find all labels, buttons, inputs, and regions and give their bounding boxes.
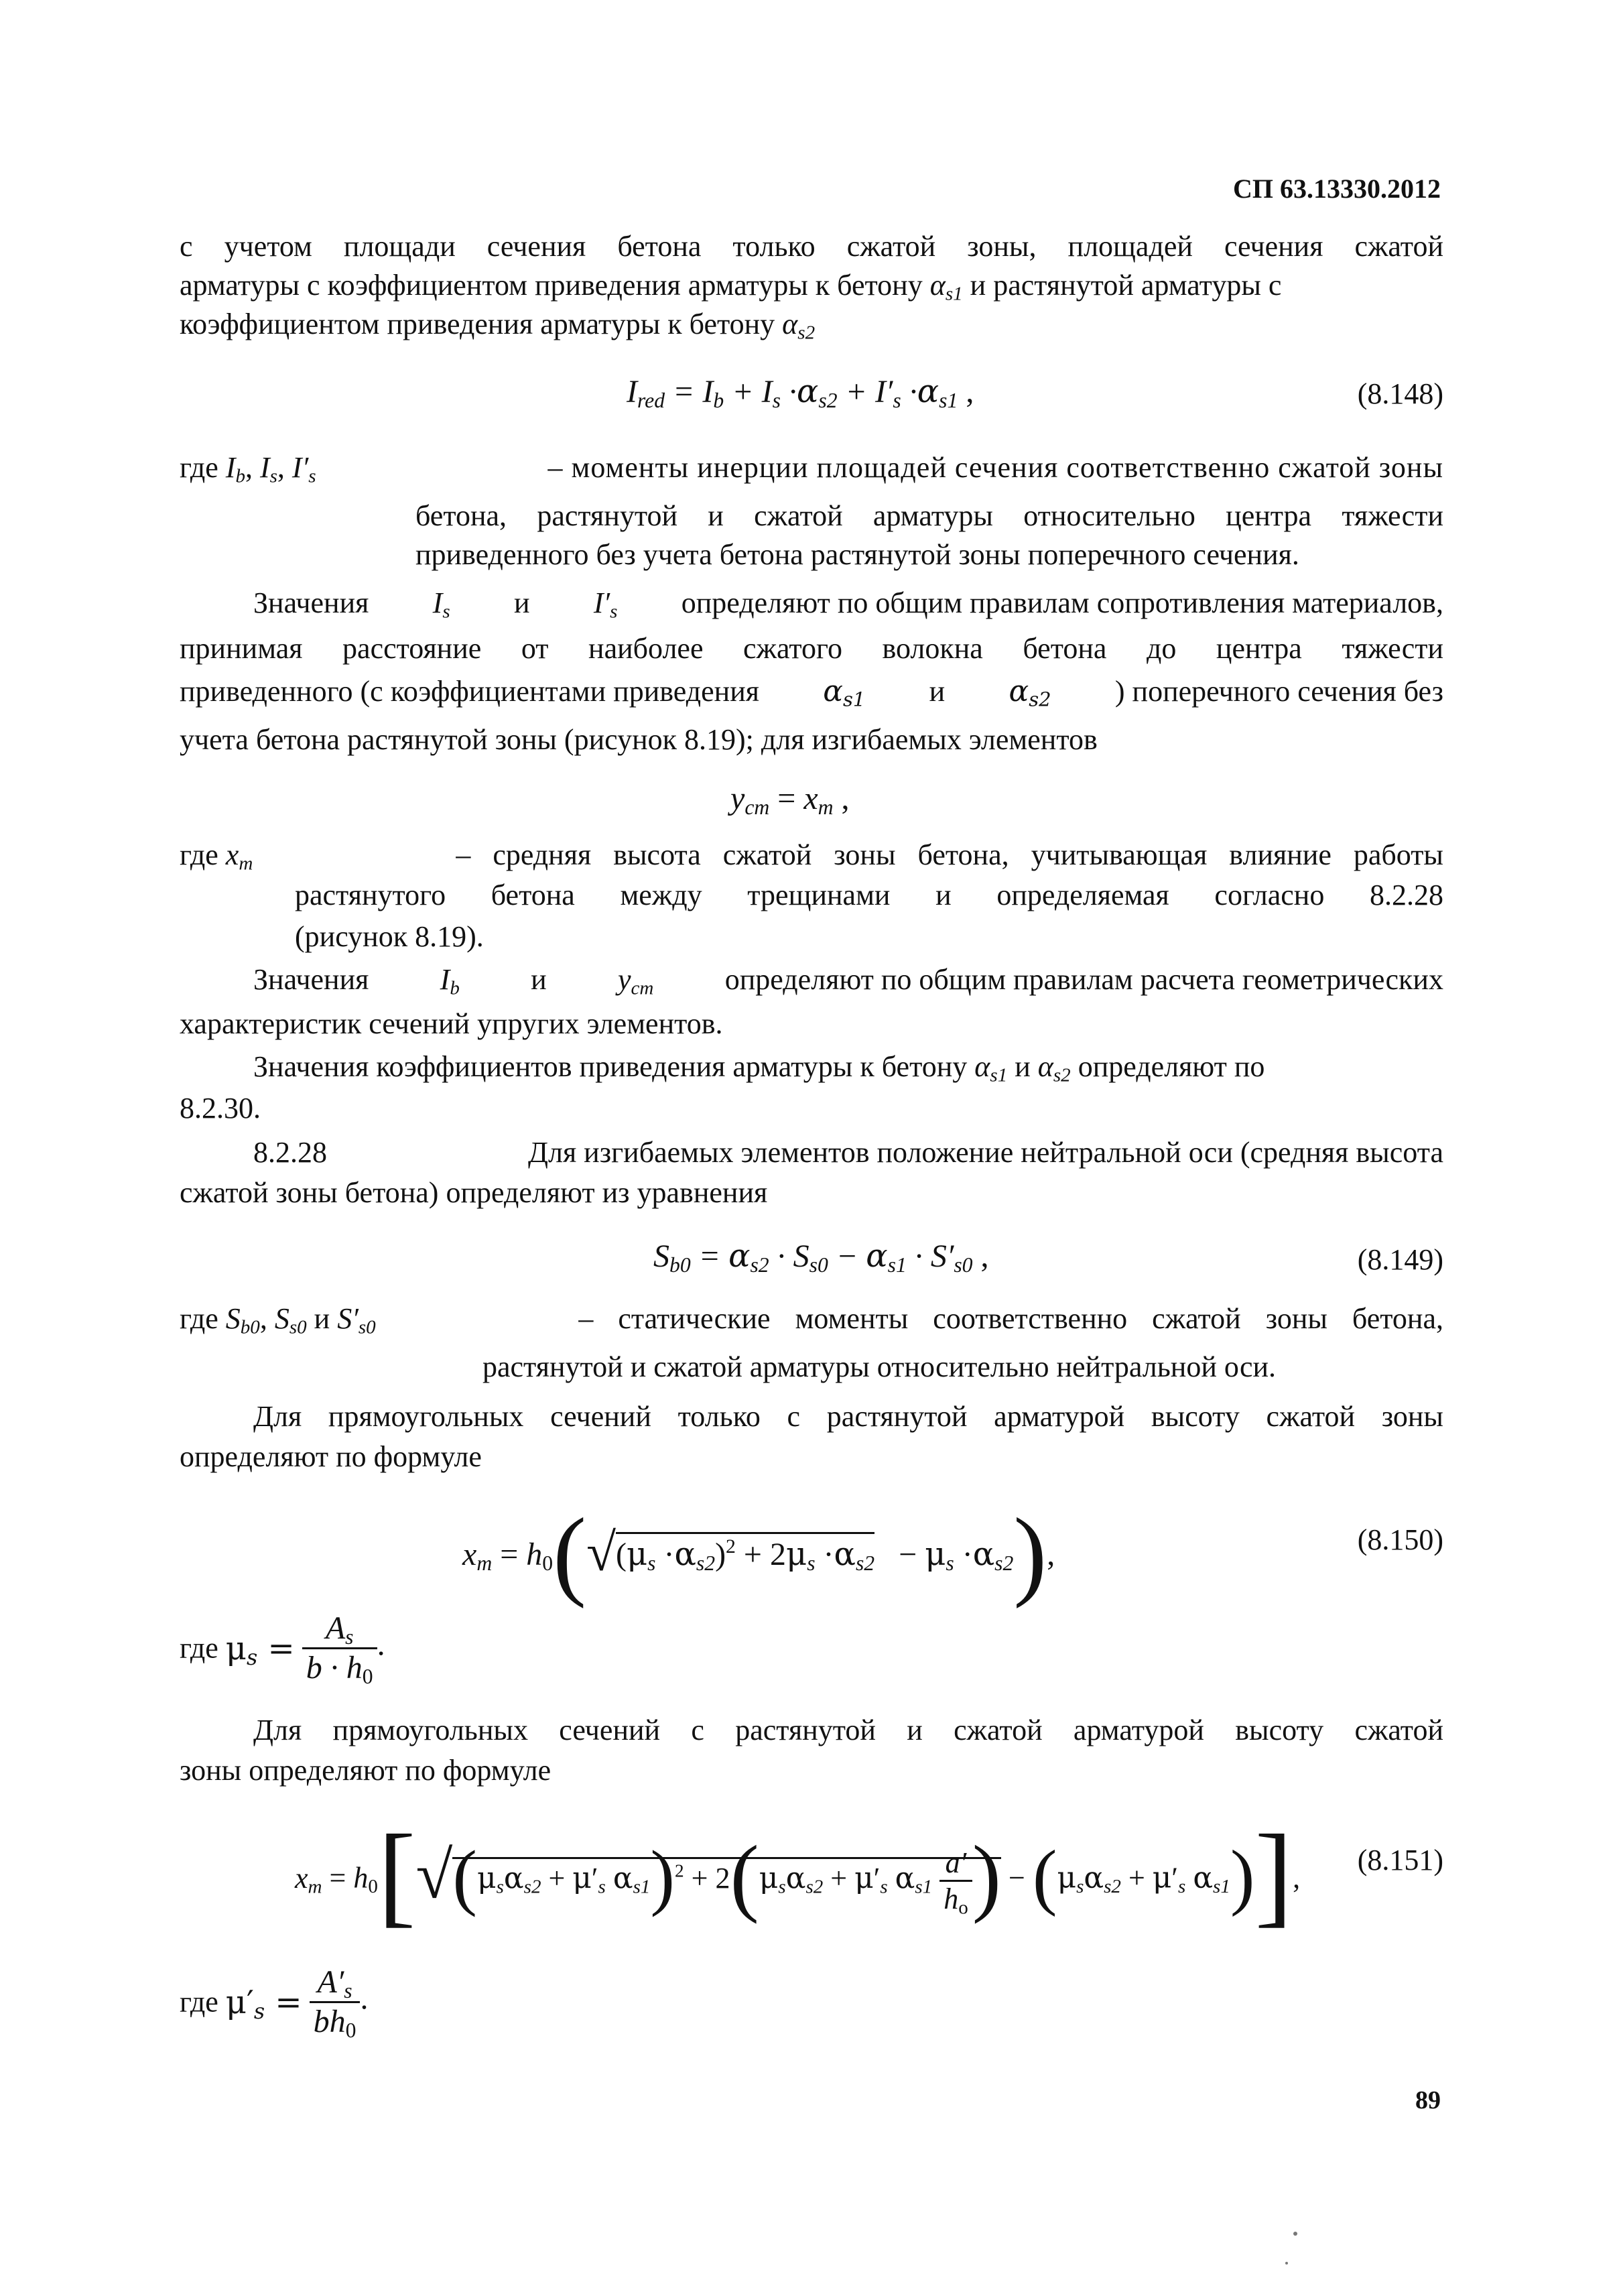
where-xm-line3: (рисунок 8.19).	[295, 920, 484, 953]
equation-number-8-150: (8.150)	[1357, 1523, 1443, 1556]
page-number: 89	[1415, 2086, 1441, 2114]
para6-line1: Для прямоугольных сечений только с растянутой арматурой высоту сжатой зоны	[253, 1400, 1443, 1433]
para7-line1: Для прямоугольных сечений с растянутой и сжатой арматурой высоту сжатой	[253, 1714, 1443, 1746]
equation-ycm: $y_{cm} = x_m$ ,	[730, 781, 850, 819]
para5-line2: сжатой зоны бетона) определяют из уравнения	[180, 1176, 768, 1209]
where-xm-line1: где $x_m$ – средняя высота сжатой зоны бетона, учитывающая влияние работы	[180, 838, 1443, 875]
para1-line2: арматуры с коэффициентом приведения арматуры к бетону $\alpha_{s1}$ и растянутой арматуры с	[180, 269, 1282, 305]
where-149-line2: растянутой и сжатой арматуры относительно нейтральной оси.	[482, 1350, 1277, 1383]
equation-8-151: $x_m = h_0[√(\mu_s\alpha_{s2} + \mu'_s$ $\alpha_{s1})^2 + 2(\mu_s\alpha_{s2} + \mu'_s$ $\alpha_{s1}$ $\frac{a'}{h_o}$ ) − ($\mu_s\alpha_{s2} + \mu'_s$ $\alpha_{s1}$)],	[295, 1811, 1301, 1937]
para2-line4: учета бетона растянутой зоны (рисунок 8.19); для изгибаемых элементов	[180, 723, 1098, 756]
para5-line1: 8.2.28 Для изгибаемых элементов положение нейтральной оси (средняя высота	[253, 1136, 1443, 1169]
scan-speck	[1285, 2262, 1288, 2265]
para3-line1: Значения $I_b$ и $y_{cm}$ определяют по общим правилам расчета геометрических	[253, 963, 1443, 999]
equation-number-8-148: (8.148)	[1357, 377, 1443, 410]
para4-line2: 8.2.30.	[180, 1092, 261, 1125]
equation-number-8-149: (8.149)	[1357, 1243, 1443, 1276]
where-150: где $\mu_s$ = $\frac{A_s}{b \cdot h_0}$ .	[180, 1610, 385, 1688]
para4-line1: Значения коэффициентов приведения арматуры к бетону $\alpha_{s1}$ и $\alpha_{s2}$ определяют по	[253, 1050, 1265, 1086]
equation-8-150: $x_m = h_0(√(\mu_s \cdot\alpha_{s2})^2 + 2\mu_s \cdot\alpha_{s2} - \mu_s \cdot\alpha_{s2})$,	[462, 1498, 1055, 1609]
equation-8-149: $S_{b0} = \alpha_{s2} \cdot S_{s0} - \alpha_{s1} \cdot S'_{s0}$ ,	[653, 1237, 989, 1277]
equation-number-8-151: (8.151)	[1357, 1844, 1443, 1876]
para2-line3: приведенного (с коэффициентами приведения $\alpha_{s1}$ и $\alpha_{s2}$ ) поперечного сечения без	[180, 674, 1443, 711]
para6-line2: определяют по формуле	[180, 1440, 482, 1473]
para2-line1: Значения $I_s$ и $I'_s$ определяют по общим правилам сопротивления материалов,	[253, 586, 1443, 623]
para3-line2: характеристик сечений упругих элементов.	[180, 1007, 723, 1040]
para7-line2: зоны определяют по формуле	[180, 1754, 551, 1787]
para2-line2: принимая расстояние от наиболее сжатого волокна бетона до центра тяжести	[180, 632, 1443, 665]
where-149-line1: где $S_{b0}$, $S_{s0}$ и $S'_{s0}$ – статические моменты соответственно сжатой зоны бетона,	[180, 1302, 1443, 1338]
where-148-line1: где $I_b$, $I_s$, $I'_s$ – моменты инерции площадей сечения соответственно сжатой зоны	[180, 451, 1443, 487]
para1-line1: с учетом площади сечения бетона только сжатой зоны, площадей сечения сжатой	[180, 230, 1443, 263]
scan-speck	[1293, 2232, 1297, 2236]
equation-8-148: $I_{red} = I_b + I_s \cdot\alpha_{s2} + I'_s \cdot\alpha_{s1}$ ,	[627, 373, 974, 412]
where-148-line3: приведенного без учета бетона растянутой зоны поперечного сечения.	[415, 538, 1299, 571]
where-148-line2: бетона, растянутой и сжатой арматуры относительно центра тяжести	[415, 499, 1443, 532]
where-xm-line2: растянутого бетона между трещинами и определяемая согласно 8.2.28	[295, 879, 1443, 911]
where-151: где $\mu'_s$ = $\frac{A'_s}{bh_0}$ .	[180, 1964, 369, 2042]
para1-line3: коэффициентом приведения арматуры к бетону $\alpha_{s2}$	[180, 308, 816, 344]
document-code: СП 63.13330.2012	[1233, 174, 1441, 204]
